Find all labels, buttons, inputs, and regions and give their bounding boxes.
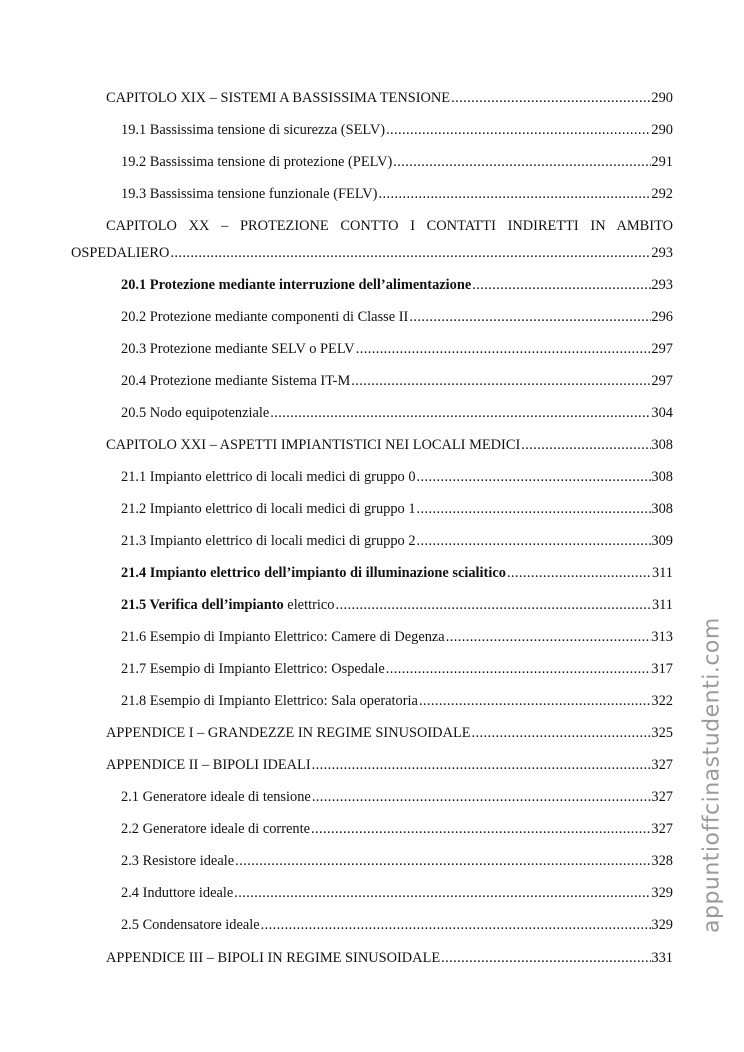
toc-entry-2-4 [121, 883, 673, 903]
toc-entry-19-2 [121, 152, 673, 172]
toc-entry-19-1 [121, 120, 673, 140]
toc-entry-title: APPENDICE III – BIPOLI IN REGIME SINUSOIDALE [106, 950, 441, 966]
toc-entry-21-4 [121, 563, 673, 583]
dot-leader [356, 339, 652, 359]
toc-entry-title: 2.5 Condensatore ideale [121, 917, 260, 933]
watermark-text: appuntioffcinastudenti.com [699, 617, 725, 933]
dot-leader [235, 851, 651, 871]
toc-entry-page: 329 [651, 885, 673, 901]
toc-entry-20-2 [121, 307, 673, 327]
toc-entry-title: 20.3 Protezione mediante SELV o PELV [121, 341, 355, 357]
toc-entry-title: 2.3 Resistore ideale [121, 853, 235, 869]
toc-entry-20-4 [121, 371, 673, 391]
toc-entry-page: 293 [651, 277, 673, 293]
toc-entry-appendix-2 [106, 755, 673, 775]
toc-entry-title: 2.4 Induttore ideale [121, 885, 234, 901]
toc-entry-title: 21.2 Impianto elettrico di locali medici di gruppo 1 [121, 501, 416, 517]
toc-entry-21-3 [121, 531, 673, 551]
toc-entry-page: 311 [651, 565, 673, 581]
toc-entry-21-8 [121, 691, 673, 711]
dot-leader [441, 948, 651, 968]
toc-entry-19-3 [121, 184, 673, 204]
toc-entry-21-5 [121, 595, 673, 615]
dot-leader [417, 499, 652, 519]
toc-entry-21-7 [121, 659, 673, 679]
toc-entry-title: 21.8 Esempio di Impianto Elettrico: Sala operatoria [121, 693, 418, 709]
toc-entry-title: APPENDICE II – BIPOLI IDEALI [106, 757, 311, 773]
toc-entry-page: 329 [651, 917, 673, 933]
toc-entry-page: 304 [651, 405, 673, 421]
toc-entry-page: 308 [651, 469, 673, 485]
toc-entry-title: 21.7 Esempio di Impianto Elettrico: Ospedale [121, 661, 385, 677]
toc-entry-page: 327 [651, 757, 673, 773]
dot-leader [351, 371, 651, 391]
toc-entry-appendix-1 [106, 723, 673, 743]
toc-entry-20-5 [121, 403, 673, 423]
dot-leader [270, 403, 651, 423]
toc-entry-title: 21.4 Impianto elettrico dell’impianto di illuminazione scialitico [121, 565, 506, 581]
toc-entry-page: 313 [651, 629, 673, 645]
dot-leader [521, 435, 651, 455]
toc-entry-title: 19.3 Bassissima tensione funzionale (FELV) [121, 186, 378, 202]
toc-entry-title: CAPITOLO XIX – SISTEMI A BASSISSIMA TENSIONE [106, 90, 451, 106]
toc-entry-page: 311 [651, 597, 673, 613]
toc-entry-page: 308 [651, 437, 673, 453]
toc-entry-appendix-3 [106, 948, 673, 968]
toc-entry-21-6 [121, 627, 673, 647]
toc-entry-title: 21.3 Impianto elettrico di locali medici di gruppo 2 [121, 533, 416, 549]
dot-leader [472, 275, 651, 295]
toc-entry-title: 20.5 Nodo equipotenziale [121, 405, 270, 421]
toc-entry-title: CAPITOLO XXI – ASPETTI IMPIANTISTICI NEI LOCALI MEDICI [106, 437, 521, 453]
dot-leader [507, 563, 652, 583]
toc-entry-page: 309 [651, 533, 673, 549]
dot-leader [386, 659, 652, 679]
dot-leader [234, 883, 651, 903]
toc-entry-page: 297 [651, 341, 673, 357]
toc-entry-page: 325 [651, 725, 673, 741]
toc-entry-page: 327 [651, 789, 673, 805]
toc-entry-page: 328 [651, 853, 673, 869]
toc-entry-20-1 [121, 275, 673, 295]
dot-leader [386, 120, 651, 140]
toc-entry-page: 317 [651, 661, 673, 677]
dot-leader [312, 755, 652, 775]
toc-entry-2-5 [121, 915, 673, 935]
toc-entry-page: 293 [651, 245, 673, 261]
toc-entry-2-2 [121, 819, 673, 839]
toc-entry-page: 331 [651, 950, 673, 966]
dot-leader [393, 152, 651, 172]
toc-entry-21-2 [121, 499, 673, 519]
dot-leader [312, 787, 652, 807]
toc-entry-title-rest: elettrico [283, 597, 335, 613]
toc-entry-page: 296 [651, 309, 673, 325]
dot-leader [311, 819, 651, 839]
toc-entry-chapter-20-title-line1: CAPITOLO XX – PROTEZIONE CONTTO I CONTATTI INDIRETTI IN AMBITO [106, 218, 673, 234]
dot-leader [472, 723, 652, 743]
dot-leader [451, 88, 651, 108]
toc-entry-2-1 [121, 787, 673, 807]
dot-leader [170, 243, 651, 263]
toc-entry-page: 297 [651, 373, 673, 389]
toc-entry-page: 291 [651, 154, 673, 170]
dot-leader [417, 467, 652, 487]
toc-entry-title: 2.2 Generatore ideale di corrente [121, 821, 310, 837]
toc-entry-page: 322 [651, 693, 673, 709]
toc-entry-page: 327 [651, 821, 673, 837]
toc-entry-title: APPENDICE I – GRANDEZZE IN REGIME SINUSOIDALE [106, 725, 471, 741]
toc-entry-20-3 [121, 339, 673, 359]
toc-entry-chapter-19 [106, 88, 673, 108]
toc-entry-chapter-21 [106, 435, 673, 455]
toc-entry-title: 21.6 Esempio di Impianto Elettrico: Camere di Degenza [121, 629, 445, 645]
toc-entry-21-1 [121, 467, 673, 487]
toc-entry-title: 19.1 Bassissima tensione di sicurezza (SELV) [121, 122, 386, 138]
toc-entry-title: OSPEDALIERO [71, 245, 170, 261]
dot-leader [417, 531, 652, 551]
toc-entry-title [121, 595, 334, 615]
toc-entry-page: 292 [651, 186, 673, 202]
toc-entry-page: 290 [651, 122, 673, 138]
toc-entry-title: 2.1 Generatore ideale di tensione [121, 789, 311, 805]
dot-leader [419, 691, 651, 711]
toc-entry-title: 21.1 Impianto elettrico di locali medici di gruppo 0 [121, 469, 416, 485]
dot-leader [261, 915, 652, 935]
dot-leader [446, 627, 652, 647]
dot-leader [409, 307, 651, 327]
toc-entry-title: 20.4 Protezione mediante Sistema IT-M [121, 373, 351, 389]
toc-entry-title: 20.2 Protezione mediante componenti di Classe II [121, 309, 409, 325]
toc-entry-title-bold: 21.5 Verifica dell’impianto [121, 597, 284, 613]
toc-entry-page: 308 [651, 501, 673, 517]
dot-leader [335, 595, 651, 615]
toc-entry-title: 19.2 Bassissima tensione di protezione (PELV) [121, 154, 393, 170]
toc-entry-page: 290 [651, 90, 673, 106]
toc-entry-2-3 [121, 851, 673, 871]
toc-entry-chapter-20 [71, 243, 673, 263]
dot-leader [378, 184, 651, 204]
toc-entry-title: 20.1 Protezione mediante interruzione dell’alimentazione [121, 277, 472, 293]
